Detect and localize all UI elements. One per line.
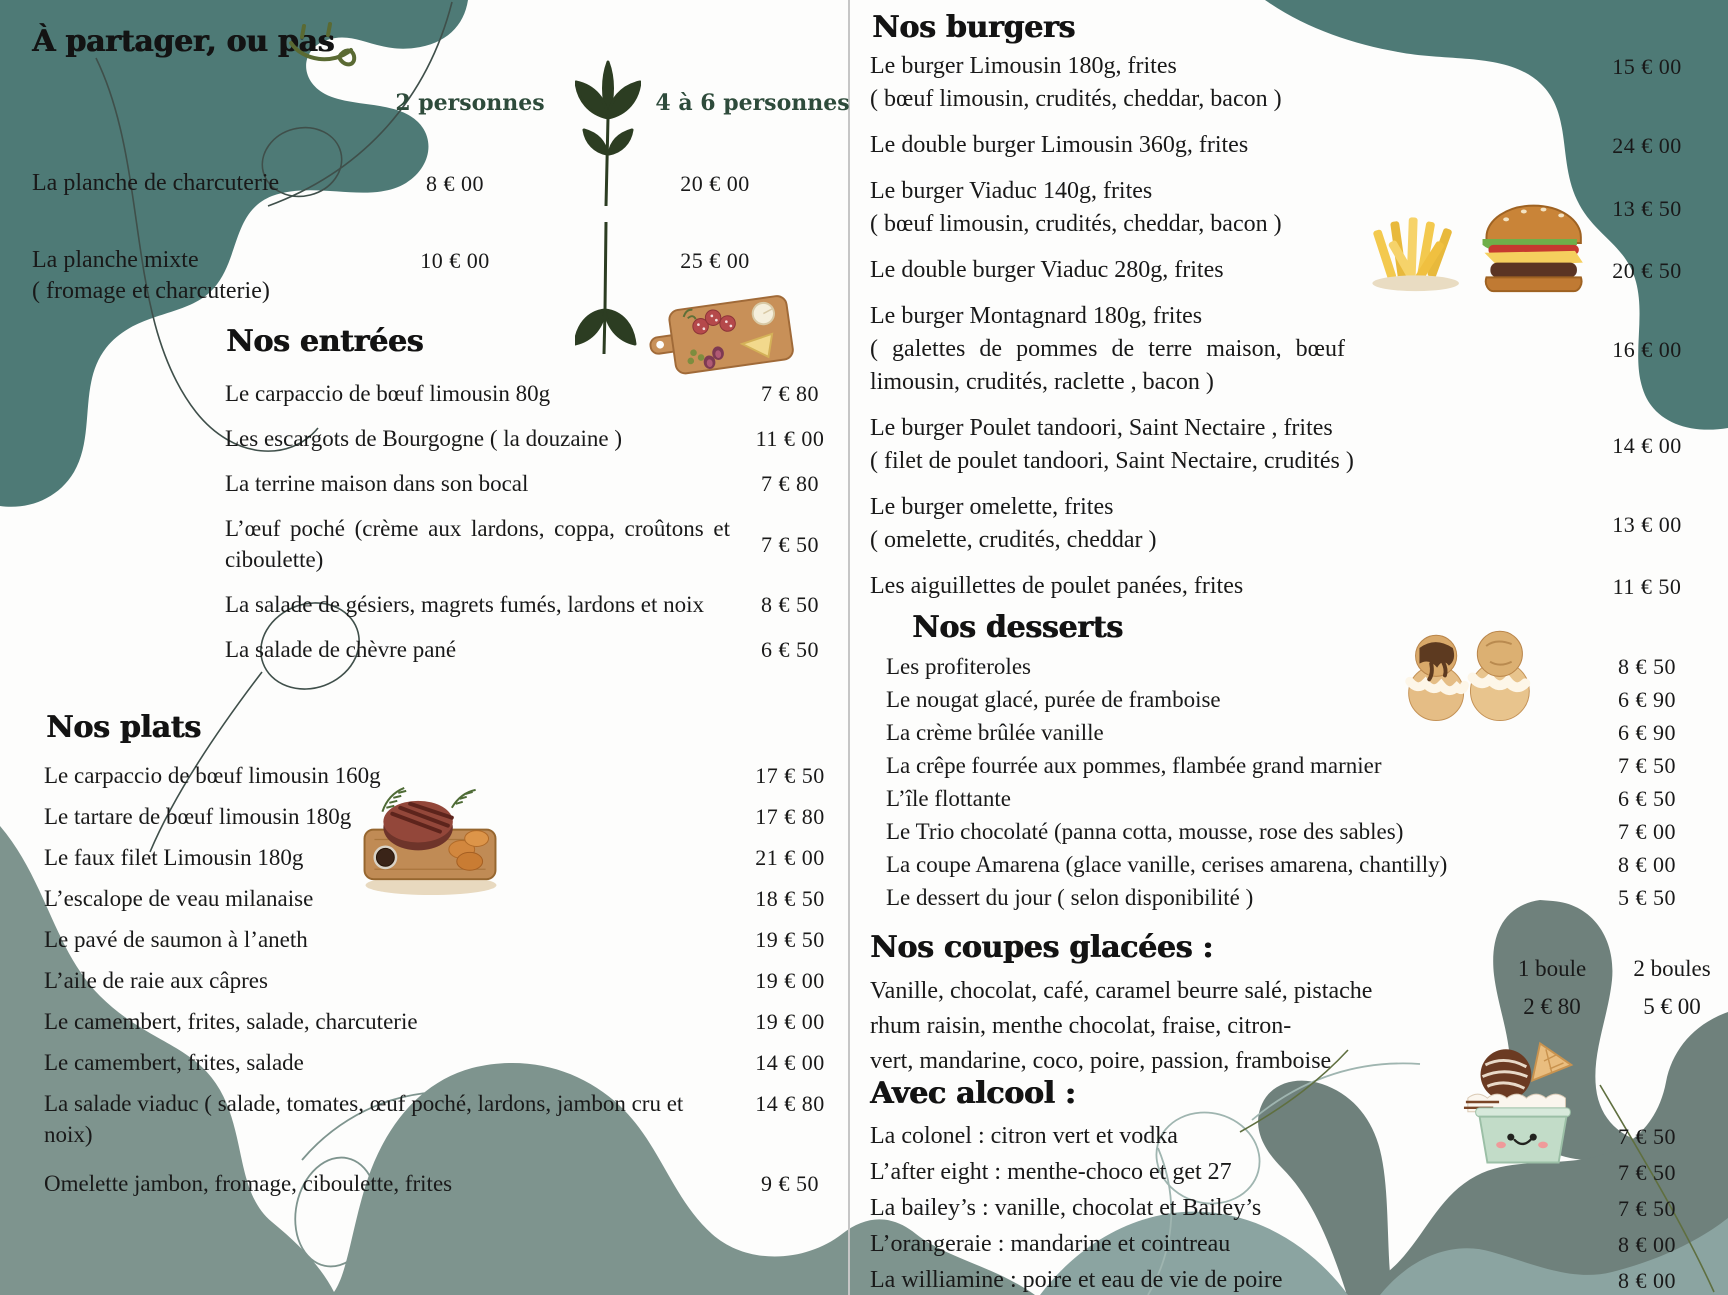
menu-item-row <box>886 784 1702 814</box>
menu-item-row <box>886 817 1702 847</box>
col-header-4-6-personnes: 4 à 6 personnes <box>655 90 850 116</box>
coupes-col2-label: 2 boules <box>1633 956 1711 981</box>
item-price: 7 € 50 <box>1618 1160 1676 1185</box>
menu-item-row <box>870 50 1702 116</box>
item-price-4-6-personnes: 25 € 00 <box>680 248 750 273</box>
item-description: ( galettes de pommes de terre maison, bœuf limousin, crudités, raclette , bacon ) <box>870 336 1345 395</box>
item-price: 6 € 50 <box>1618 786 1676 811</box>
coupes-col1-price: 2 € 80 <box>1523 994 1581 1019</box>
item-price: 7 € 50 <box>1618 753 1676 778</box>
item-price: 18 € 50 <box>755 886 825 911</box>
item-price: 5 € 50 <box>1618 885 1676 910</box>
smiley-tongue-icon <box>288 20 370 74</box>
menu-item-row <box>225 634 850 665</box>
item-name: La salade viaduc ( salade, tomates, œuf poché, lardons, jambon cru et noix) <box>44 1091 684 1147</box>
item-name: La crêpe fourrée aux pommes, flambée grand marnier <box>886 753 1382 778</box>
item-name: La coupe Amarena (glace vanille, cerises amarena, chantilly) <box>886 852 1448 877</box>
item-name: Le pavé de saumon à l’aneth <box>44 927 308 952</box>
item-price: 17 € 80 <box>755 804 825 829</box>
plats-section-title: Nos plats <box>46 710 201 745</box>
burgers-section-title: Nos burgers <box>872 10 1075 45</box>
item-name: Le carpaccio de bœuf limousin 160g <box>44 763 381 788</box>
entrees-section-title: Nos entrées <box>226 324 424 359</box>
coupes-flavors <box>870 974 1372 1079</box>
item-price: 7 € 80 <box>761 381 819 406</box>
item-name: L’orangeraie : mandarine et cointreau <box>870 1231 1231 1257</box>
item-name: La colonel : citron vert et vodka <box>870 1123 1178 1149</box>
share-item-row <box>32 168 852 199</box>
coupes-flavors-line2: rhum raisin, menthe chocolat, fraise, citron- <box>870 1013 1292 1039</box>
item-name: La salade de chèvre pané <box>225 637 457 662</box>
item-name: Le camembert, frites, salade, charcuterie <box>44 1009 418 1034</box>
plats-items <box>44 760 850 1209</box>
menu-item-row <box>886 652 1702 682</box>
menu-item-row <box>870 1228 1702 1261</box>
share-items <box>32 168 852 353</box>
item-price: 6 € 90 <box>1618 720 1676 745</box>
menu-item-row <box>870 254 1702 287</box>
item-price: 6 € 50 <box>761 637 819 662</box>
menu-item-row <box>886 883 1702 913</box>
menu-item-row <box>225 589 850 620</box>
item-name: Le burger omelette, frites ( omelette, crudités, cheddar ) <box>870 491 1592 557</box>
item-name: Le burger Poulet tandoori, Saint Nectaire , frites ( filet de poulet tandoori, Saint Nectaire, crudités ) <box>870 412 1592 478</box>
item-name: Le camembert, frites, salade <box>44 1050 304 1075</box>
coupes-col2-price: 5 € 00 <box>1643 994 1701 1019</box>
item-name: Le double burger Viaduc 280g, frites <box>870 257 1224 283</box>
item-name: Le burger Limousin 180g, frites ( bœuf limousin, crudités, cheddar, bacon ) <box>870 50 1592 116</box>
item-description: ( omelette, crudités, cheddar ) <box>870 527 1157 553</box>
menu-item-row <box>870 300 1702 399</box>
item-name: La salade de gésiers, magrets fumés, lardons et noix <box>225 592 705 617</box>
menu-item-row <box>225 378 850 409</box>
menu-item-row <box>225 513 850 575</box>
menu-item-row <box>225 423 850 454</box>
item-price: 7 € 80 <box>761 471 819 496</box>
item-price: 8 € 00 <box>1618 852 1676 877</box>
item-name: La bailey’s : vanille, chocolat et Bailey’s <box>870 1195 1262 1221</box>
item-name: Le dessert du jour ( selon disponibilité ) <box>886 885 1254 910</box>
coupes-flavors-line1: Vanille, chocolat, café, caramel beurre salé, pistache <box>870 978 1373 1004</box>
item-price: 7 € 00 <box>1618 819 1676 844</box>
menu-item-row <box>870 175 1702 241</box>
item-name: La crème brûlée vanille <box>886 720 1104 745</box>
item-price: 11 € 00 <box>755 426 825 451</box>
menu-item-row <box>870 1264 1702 1295</box>
menu-item-row <box>44 1006 850 1037</box>
item-name: L’escalope de veau milanaise <box>44 886 314 911</box>
item-price: 16 € 00 <box>1612 337 1682 362</box>
item-price: 19 € 00 <box>755 1009 825 1034</box>
menu-item-row <box>44 801 850 832</box>
item-price: 6 € 90 <box>1618 687 1676 712</box>
item-price: 8 € 00 <box>1618 1232 1676 1257</box>
item-name: L’œuf poché (crème aux lardons, coppa, croûtons et ciboulette) <box>225 516 730 572</box>
item-price: 7 € 50 <box>1618 1124 1676 1149</box>
item-name: Les profiteroles <box>886 654 1031 679</box>
item-price: 21 € 00 <box>755 845 825 870</box>
coupes-flavors-line3: vert, mandarine, coco, poire, passion, framboise <box>870 1048 1332 1074</box>
desserts-section-title: Nos desserts <box>912 610 1123 645</box>
menu-item-row <box>44 965 850 996</box>
item-price: 17 € 50 <box>755 763 825 788</box>
item-price: 7 € 50 <box>761 531 819 557</box>
item-name: La terrine maison dans son bocal <box>225 471 529 496</box>
item-name: Le carpaccio de bœuf limousin 80g <box>225 381 551 406</box>
item-name: Le tartare de bœuf limousin 180g <box>44 804 352 829</box>
item-name: L’after eight : menthe-choco et get 27 <box>870 1159 1232 1185</box>
item-name: La williamine : poire et eau de vie de poire <box>870 1267 1283 1293</box>
col-header-2-personnes: 2 personnes <box>395 90 545 116</box>
item-price: 14 € 00 <box>1612 432 1682 458</box>
item-price: 13 € 50 <box>1612 195 1682 221</box>
menu-item-row <box>870 1156 1702 1189</box>
item-name: L’aile de raie aux câpres <box>44 968 268 993</box>
menu-item-row <box>44 842 850 873</box>
menu-item-row <box>44 760 850 791</box>
menu-item-row <box>44 924 850 955</box>
item-price: 14 € 00 <box>755 1050 825 1075</box>
item-price: 13 € 00 <box>1612 511 1682 537</box>
item-price: 8 € 50 <box>761 592 819 617</box>
item-description: ( fromage et charcuterie) <box>32 278 270 304</box>
desserts-items <box>886 652 1702 916</box>
item-description: ( filet de poulet tandoori, Saint Nectaire, crudités ) <box>870 448 1354 474</box>
menu-item-row <box>886 718 1702 748</box>
item-name: L’île flottante <box>886 786 1011 811</box>
menu-item-row <box>886 850 1702 880</box>
menu-item-row <box>870 1120 1702 1153</box>
burgers-items <box>870 50 1702 616</box>
item-price: 8 € 50 <box>1618 654 1676 679</box>
alcool-items <box>870 1120 1702 1295</box>
item-price: 19 € 00 <box>755 968 825 993</box>
coupes-col1-label: 1 boule <box>1517 956 1587 981</box>
menu-item-row <box>44 1168 850 1199</box>
menu-item-row <box>870 129 1702 162</box>
item-price-4-6-personnes: 20 € 00 <box>680 171 750 196</box>
item-price: 14 € 80 <box>755 1091 825 1116</box>
item-name: La planche de charcuterie <box>32 170 280 196</box>
menu-item-row <box>44 883 850 914</box>
entrees-items <box>225 378 850 679</box>
item-name: Les aiguillettes de poulet panées, frites <box>870 573 1244 599</box>
item-price: 9 € 50 <box>761 1171 819 1196</box>
item-name: Le burger Viaduc 140g, frites ( bœuf limousin, crudités, cheddar, bacon ) <box>870 175 1592 241</box>
share-section-title: À partager, ou pas <box>32 24 334 59</box>
item-price: 15 € 00 <box>1612 54 1682 79</box>
coupes-section-title: Nos coupes glacées : <box>870 930 1213 965</box>
item-name: Le faux filet Limousin 180g <box>44 845 304 870</box>
item-price: 24 € 00 <box>1612 133 1682 158</box>
item-description: ( bœuf limousin, crudités, cheddar, bacon ) <box>870 211 1282 237</box>
menu-item-row <box>44 1047 850 1078</box>
item-price: 7 € 50 <box>1618 1196 1676 1221</box>
item-price-2-personnes: 10 € 00 <box>420 248 490 273</box>
item-name: Le nougat glacé, purée de framboise <box>886 687 1221 712</box>
item-name: Le Trio chocolaté (panna cotta, mousse, rose des sables) <box>886 819 1404 844</box>
menu-item-row <box>870 1192 1702 1225</box>
menu-item-row <box>886 751 1702 781</box>
item-price: 20 € 50 <box>1612 258 1682 283</box>
menu-item-row <box>225 468 850 499</box>
share-item-row <box>32 245 852 307</box>
menu-item-row <box>870 570 1702 603</box>
item-price: 19 € 50 <box>755 927 825 952</box>
alcool-section-title: Avec alcool : <box>870 1076 1076 1111</box>
item-price: 8 € 00 <box>1618 1268 1676 1293</box>
menu-item-row <box>870 491 1702 557</box>
item-price-2-personnes: 8 € 00 <box>426 171 484 196</box>
menu-item-row <box>886 685 1702 715</box>
menu-item-row <box>44 1088 850 1150</box>
item-price: 11 € 50 <box>1612 574 1682 599</box>
item-description: ( bœuf limousin, crudités, cheddar, bacon ) <box>870 86 1282 112</box>
item-name: Omelette jambon, fromage, ciboulette, frites <box>44 1171 453 1196</box>
item-name: La planche mixte ( fromage et charcuterie) <box>32 245 380 307</box>
item-name: Les escargots de Bourgogne ( la douzaine ) <box>225 426 623 451</box>
item-name: Le double burger Limousin 360g, frites <box>870 132 1249 158</box>
menu-item-row <box>870 412 1702 478</box>
item-name: Le burger Montagnard 180g, frites ( galettes de pommes de terre maison, bœuf limousin, crudités, raclette , bacon ) <box>870 300 1592 399</box>
